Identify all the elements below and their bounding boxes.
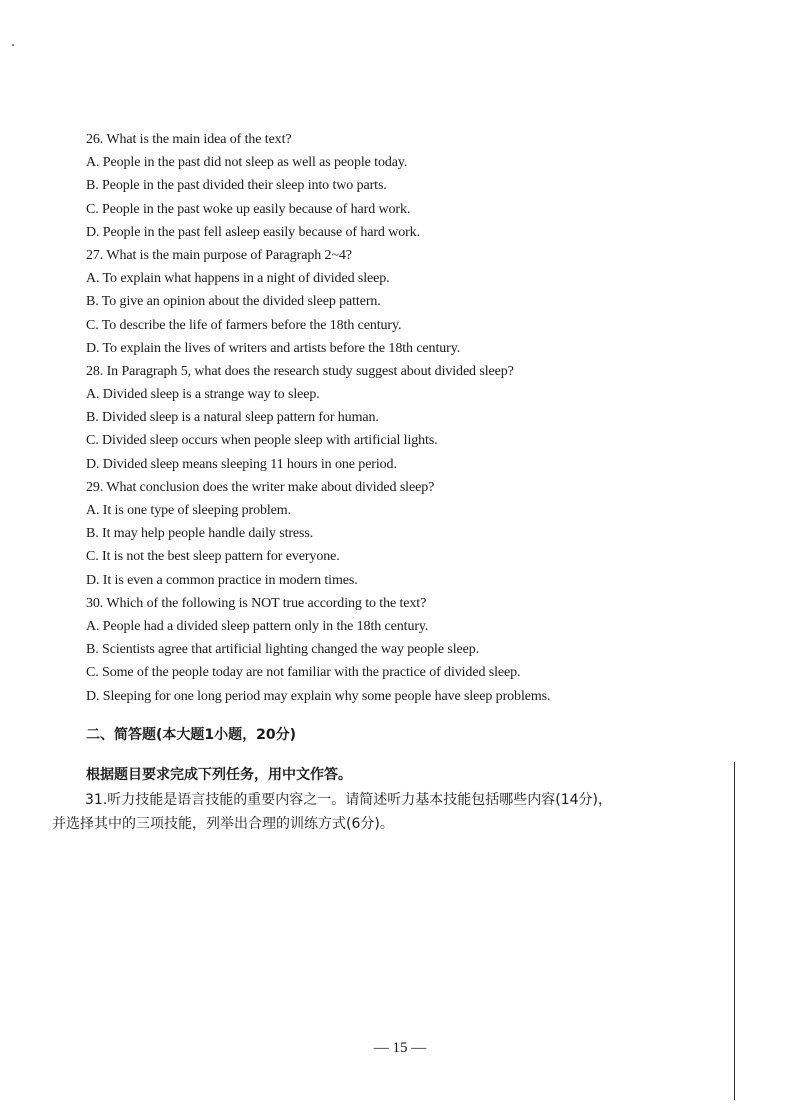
answer-option: D. It is even a common practice in modern times.	[86, 572, 358, 588]
answer-option: C. People in the past woke up easily because of hard work.	[86, 201, 411, 217]
page-number: — 15 —	[373, 1040, 427, 1056]
answer-option: A. People in the past did not sleep as well as people today.	[86, 155, 408, 171]
answer-option: D. To explain the lives of writers and artists before the 18th century.	[86, 340, 461, 356]
answer-option: C. It is not the best sleep pattern for everyone.	[86, 549, 340, 565]
question-stem: 28. In Paragraph 5, what does the research study suggest about divided sleep?	[86, 363, 514, 379]
question-stem: 27. What is the main purpose of Paragraph 2~4?	[86, 247, 352, 263]
answer-option: A. Divided sleep is a strange way to sleep.	[86, 387, 320, 403]
section-instruction: 根据题目要求完成下列任务，用中文作答。	[86, 767, 352, 783]
answer-option: B. It may help people handle daily stress.	[86, 526, 314, 542]
answer-option: D. Divided sleep means sleeping 11 hours in one period.	[86, 456, 397, 472]
answer-option: A. To explain what happens in a night of divided sleep.	[86, 271, 390, 287]
question-stem: 30. Which of the following is NOT true according to the text?	[86, 595, 427, 611]
question-31-line-2: 并选择其中的三项技能，列举出合理的训练方式(6分)。	[52, 816, 394, 832]
answer-option: C. Divided sleep occurs when people sleep with artificial lights.	[86, 433, 438, 449]
question-31	[52, 788, 722, 836]
answer-option: D. Sleeping for one long period may explain why some people have sleep problems.	[86, 688, 551, 704]
question-31-line-1: 31.听力技能是语言技能的重要内容之一。请简述听力基本技能包括哪些内容(14分)，	[85, 792, 613, 808]
answer-option: D. People in the past fell asleep easily because of hard work.	[86, 224, 420, 240]
scan-speck	[12, 44, 14, 46]
answer-option: B. Divided sleep is a natural sleep pattern for human.	[86, 410, 379, 426]
answer-option: A. People had a divided sleep pattern only in the 18th century.	[86, 618, 429, 634]
scan-edge-line	[734, 762, 735, 1100]
question-stem: 26. What is the main idea of the text?	[86, 132, 292, 147]
answer-option: B. To give an opinion about the divided sleep pattern.	[86, 294, 381, 310]
answer-option: B. Scientists agree that artificial lighting changed the way people sleep.	[86, 642, 480, 658]
answer-option: B. People in the past divided their sleep into two parts.	[86, 178, 387, 194]
answer-option: C. To describe the life of farmers before the 18th century.	[86, 317, 402, 333]
question-stem: 29. What conclusion does the writer make about divided sleep?	[86, 479, 435, 495]
answer-option: C. Some of the people today are not familiar with the practice of divided sleep.	[86, 665, 521, 681]
section-heading: 二、简答题(本大题1小题，20分)	[86, 727, 297, 743]
answer-option: A. It is one type of sleeping problem.	[86, 503, 291, 518]
question-list	[86, 128, 646, 708]
